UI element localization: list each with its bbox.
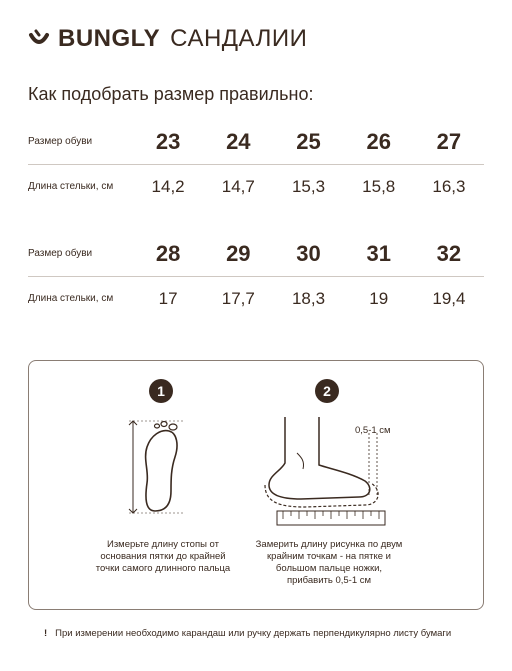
footnote-text: При измерении необходимо карандаш или ручку держать перпендикулярно листу бумаги: [55, 628, 452, 639]
size-cell: 27: [436, 129, 462, 154]
length-cell: 15,3: [291, 177, 326, 196]
footprint-icon: [125, 417, 195, 517]
size-cell: 25: [296, 129, 321, 154]
size-cell: 29: [226, 241, 251, 266]
size-row: [28, 232, 484, 276]
size-row-label: Размер обуви: [28, 248, 93, 259]
length-cell: 19,4: [432, 289, 466, 308]
size-row-label: Размер обуви: [28, 136, 93, 147]
step-1-badge: 1: [149, 379, 173, 403]
length-cell: 15,8: [362, 177, 396, 196]
length-row-label: Длина стельки, см: [28, 293, 114, 304]
length-row-label: Длина стельки, см: [28, 181, 114, 192]
size-cell: 30: [296, 241, 321, 266]
size-table-1: [28, 120, 484, 209]
length-cell: 14,2: [151, 177, 185, 196]
step-2-text: Замерить длину рисунка по двум крайним точкам - на пятке и большом пальце ножки, прибавить 0,5-1 см: [255, 539, 403, 586]
bag-icon: [28, 28, 50, 50]
size-table-2: [28, 232, 484, 321]
length-cell: 18,3: [291, 289, 326, 308]
page-header: [28, 24, 307, 54]
footnote: [44, 628, 451, 639]
product-name: САНДАЛИИ: [170, 25, 308, 52]
page-subtitle: Как подобрать размер правильно:: [28, 84, 314, 104]
size-cell: 26: [366, 129, 391, 154]
size-row: [28, 120, 484, 164]
length-cell: 14,7: [221, 177, 255, 196]
length-cell: 19: [369, 289, 389, 308]
measurement-instructions-panel: [28, 360, 484, 610]
warning-icon: !: [44, 628, 48, 639]
length-row: [28, 277, 484, 321]
size-cell: 24: [226, 129, 251, 154]
size-cell: 31: [366, 241, 391, 266]
size-cell: 32: [436, 241, 462, 266]
size-cell: 23: [155, 129, 181, 154]
size-cell: 28: [155, 241, 181, 266]
brand-name: BUNGLY: [58, 25, 161, 52]
margin-label: 0,5-1 см: [355, 425, 391, 436]
length-row: [28, 165, 484, 209]
length-cell: 17: [158, 289, 178, 308]
step-2-badge: 2: [315, 379, 339, 403]
length-cell: 16,3: [432, 177, 466, 196]
step-1-text: Измерьте длину стопы от основания пятки до крайней точки самого длинного пальца: [95, 539, 231, 574]
length-cell: 17,7: [221, 289, 255, 308]
